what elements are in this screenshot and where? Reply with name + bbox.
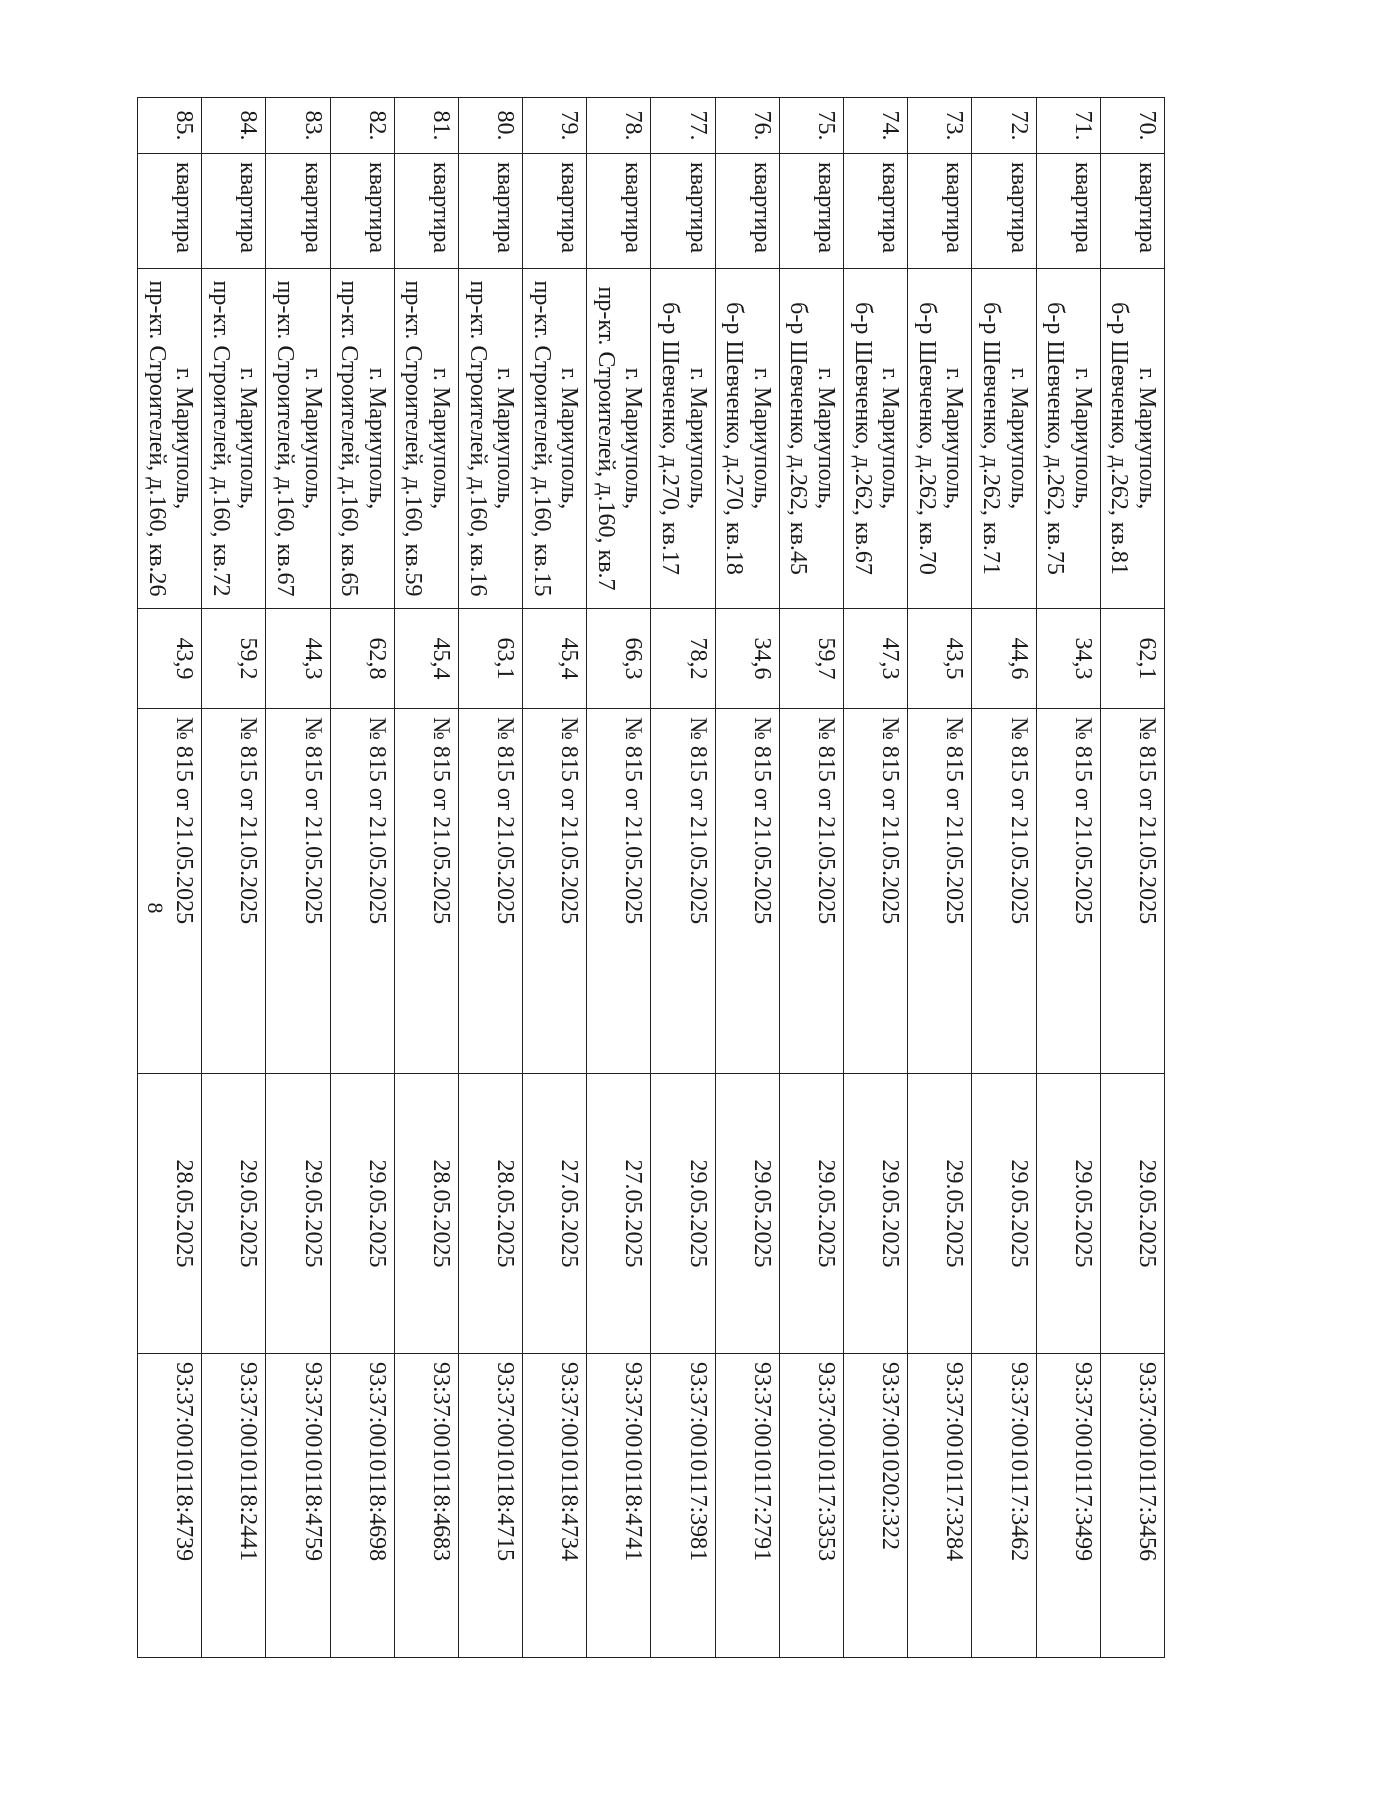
- address-cell: [1036, 269, 1100, 609]
- cadastral-number-cell: 93:37:0010118:2441: [202, 1354, 266, 1658]
- cadastral-number-cell: 93:37:0010117:3499: [1036, 1354, 1100, 1658]
- address-cell: [394, 269, 458, 609]
- area-cell: 62,8: [330, 609, 394, 709]
- date-cell: 27.05.2025: [523, 1074, 587, 1354]
- order-cell: № 815 от 21.05.2025: [202, 709, 266, 1074]
- date-cell: 29.05.2025: [266, 1074, 330, 1354]
- table-row: [138, 98, 202, 1658]
- area-cell: 43,5: [908, 609, 972, 709]
- address-street: пр-кт. Строителей, д.160, кв.65: [336, 280, 363, 597]
- address-cell: [908, 269, 972, 609]
- address-city: г. Мариуполь,: [1069, 367, 1096, 510]
- address-city: г. Мариуполь,: [877, 367, 904, 510]
- property-type-cell: квартира: [394, 154, 458, 269]
- address-street: б-р Шевченко, д.262, кв.67: [849, 302, 876, 575]
- order-cell: № 815 от 21.05.2025: [394, 709, 458, 1074]
- cadastral-number-cell: 93:37:0010118:4741: [587, 1354, 651, 1658]
- property-type-cell: квартира: [202, 154, 266, 269]
- cadastral-number-cell: 93:37:0010202:322: [844, 1354, 908, 1658]
- table-row: [908, 98, 972, 1658]
- row-number-cell: 78.: [587, 98, 651, 154]
- date-cell: 28.05.2025: [394, 1074, 458, 1354]
- address-cell: [715, 269, 779, 609]
- table-row: [715, 98, 779, 1658]
- address-city: г. Мариуполь,: [1005, 367, 1032, 510]
- address-cell: [138, 269, 202, 609]
- address-cell: [458, 269, 522, 609]
- address-cell: [587, 269, 651, 609]
- table-row: [394, 98, 458, 1658]
- area-cell: 62,1: [1100, 609, 1164, 709]
- date-cell: 29.05.2025: [779, 1074, 843, 1354]
- date-cell: 29.05.2025: [972, 1074, 1036, 1354]
- row-number-cell: 73.: [908, 98, 972, 154]
- date-cell: 28.05.2025: [138, 1074, 202, 1354]
- order-cell: № 815 от 21.05.2025: [715, 709, 779, 1074]
- order-cell: № 815 от 21.05.2025: [330, 709, 394, 1074]
- rotated-page-content: [143, 97, 1165, 1657]
- row-number-cell: 74.: [844, 98, 908, 154]
- date-cell: 29.05.2025: [1036, 1074, 1100, 1354]
- address-city: г. Мариуполь,: [235, 367, 262, 510]
- cadastral-number-cell: 93:37:0010117:3462: [972, 1354, 1036, 1658]
- cadastral-number-cell: 93:37:0010118:4734: [523, 1354, 587, 1658]
- cadastral-number-cell: 93:37:0010118:4683: [394, 1354, 458, 1658]
- address-street: пр-кт. Строителей, д.160, кв.26: [143, 280, 170, 597]
- address-cell: [651, 269, 715, 609]
- row-number-cell: 80.: [458, 98, 522, 154]
- page-number: 8: [143, 902, 168, 914]
- address-cell: [972, 269, 1036, 609]
- property-type-cell: квартира: [458, 154, 522, 269]
- area-cell: 43,9: [138, 609, 202, 709]
- table-row: [330, 98, 394, 1658]
- address-street: б-р Шевченко, д.270, кв.17: [657, 302, 684, 575]
- date-cell: 29.05.2025: [844, 1074, 908, 1354]
- address-street: пр-кт. Строителей, д.160, кв.72: [207, 280, 234, 597]
- address-city: г. Мариуполь,: [299, 367, 326, 510]
- area-cell: 44,3: [266, 609, 330, 709]
- property-table: [137, 97, 1165, 1658]
- address-street: б-р Шевченко, д.262, кв.75: [1042, 302, 1069, 575]
- address-city: г. Мариуполь,: [1134, 367, 1160, 510]
- address-city: г. Мариуполь,: [620, 367, 647, 510]
- cadastral-number-cell: 93:37:0010117:3353: [779, 1354, 843, 1658]
- address-cell: [779, 269, 843, 609]
- date-cell: 27.05.2025: [587, 1074, 651, 1354]
- cadastral-number-cell: 93:37:0010117:2791: [715, 1354, 779, 1658]
- address-city: г. Мариуполь,: [492, 367, 519, 510]
- address-street: пр-кт. Строителей, д.160, кв.67: [271, 280, 298, 597]
- cadastral-number-cell: 93:37:0010118:4698: [330, 1354, 394, 1658]
- row-number-cell: 76.: [715, 98, 779, 154]
- row-number-cell: 83.: [266, 98, 330, 154]
- order-cell: № 815 от 21.05.2025: [844, 709, 908, 1074]
- area-cell: 78,2: [651, 609, 715, 709]
- table-row: [1036, 98, 1100, 1658]
- date-cell: 29.05.2025: [715, 1074, 779, 1354]
- property-type-cell: квартира: [523, 154, 587, 269]
- date-cell: 28.05.2025: [458, 1074, 522, 1354]
- area-cell: 59,2: [202, 609, 266, 709]
- table-row: [266, 98, 330, 1658]
- order-cell: № 815 от 21.05.2025: [908, 709, 972, 1074]
- order-cell: № 815 от 21.05.2025: [587, 709, 651, 1074]
- address-cell: [330, 269, 394, 609]
- property-type-cell: квартира: [330, 154, 394, 269]
- row-number-cell: 84.: [202, 98, 266, 154]
- property-type-cell: квартира: [1036, 154, 1100, 269]
- property-type-cell: квартира: [715, 154, 779, 269]
- table-row: [1100, 98, 1164, 1658]
- address-city: г. Мариуполь,: [363, 367, 390, 510]
- property-type-cell: квартира: [651, 154, 715, 269]
- property-table-body: [138, 98, 1165, 1658]
- address-cell: [266, 269, 330, 609]
- table-row: [844, 98, 908, 1658]
- address-street: б-р Шевченко, д.262, кв.81: [1106, 302, 1133, 575]
- address-city: г. Мариуполь,: [813, 367, 840, 510]
- property-type-cell: квартира: [138, 154, 202, 269]
- order-cell: № 815 от 21.05.2025: [266, 709, 330, 1074]
- property-type-cell: квартира: [587, 154, 651, 269]
- table-row: [523, 98, 587, 1658]
- property-type-cell: квартира: [972, 154, 1036, 269]
- area-cell: 63,1: [458, 609, 522, 709]
- row-number-cell: 85.: [138, 98, 202, 154]
- row-number-cell: 75.: [779, 98, 843, 154]
- property-type-cell: квартира: [908, 154, 972, 269]
- order-cell: № 815 от 21.05.2025: [458, 709, 522, 1074]
- cadastral-number-cell: 93:37:0010117:3284: [908, 1354, 972, 1658]
- row-number-cell: 71.: [1036, 98, 1100, 154]
- address-city: г. Мариуполь,: [684, 367, 711, 510]
- cadastral-number-cell: 93:37:0010117:3456: [1100, 1354, 1164, 1658]
- address-street: пр-кт. Строителей, д.160, кв.15: [528, 280, 555, 597]
- property-type-cell: квартира: [266, 154, 330, 269]
- property-type-cell: квартира: [779, 154, 843, 269]
- row-number-cell: 77.: [651, 98, 715, 154]
- table-row: [202, 98, 266, 1658]
- address-city: г. Мариуполь,: [171, 367, 198, 510]
- address-city: г. Мариуполь,: [427, 367, 454, 510]
- row-number-cell: 79.: [523, 98, 587, 154]
- date-cell: 29.05.2025: [1100, 1074, 1164, 1354]
- area-cell: 45,4: [523, 609, 587, 709]
- table-row: [651, 98, 715, 1658]
- property-type-cell: квартира: [844, 154, 908, 269]
- address-city: г. Мариуполь,: [748, 367, 775, 510]
- address-cell: [1100, 269, 1164, 609]
- order-cell: № 815 от 21.05.2025: [779, 709, 843, 1074]
- address-city: г. Мариуполь,: [941, 367, 968, 510]
- order-cell: № 815 от 21.05.2025: [972, 709, 1036, 1074]
- area-cell: 44,6: [972, 609, 1036, 709]
- address-cell: [523, 269, 587, 609]
- address-cell: [844, 269, 908, 609]
- area-cell: 59,7: [779, 609, 843, 709]
- cadastral-number-cell: 93:37:0010118:4759: [266, 1354, 330, 1658]
- cadastral-number-cell: 93:37:0010118:4739: [138, 1354, 202, 1658]
- date-cell: 29.05.2025: [908, 1074, 972, 1354]
- cadastral-number-cell: 93:37:0010118:4715: [458, 1354, 522, 1658]
- date-cell: 29.05.2025: [330, 1074, 394, 1354]
- area-cell: 66,3: [587, 609, 651, 709]
- property-type-cell: квартира: [1100, 154, 1164, 269]
- row-number-cell: 70.: [1100, 98, 1164, 154]
- address-street: пр-кт. Строителей, д.160, кв.16: [464, 280, 491, 597]
- area-cell: 34,6: [715, 609, 779, 709]
- table-row: [458, 98, 522, 1658]
- address-street: пр-кт. Строителей, д.160, кв.7: [592, 286, 619, 591]
- address-street: б-р Шевченко, д.262, кв.45: [785, 302, 812, 575]
- order-cell: № 815 от 21.05.2025: [138, 709, 202, 1074]
- area-cell: 47,3: [844, 609, 908, 709]
- address-city: г. Мариуполь,: [556, 367, 583, 510]
- table-row: [972, 98, 1036, 1658]
- area-cell: 45,4: [394, 609, 458, 709]
- date-cell: 29.05.2025: [202, 1074, 266, 1354]
- order-cell: № 815 от 21.05.2025: [1036, 709, 1100, 1074]
- address-street: б-р Шевченко, д.262, кв.71: [978, 302, 1005, 575]
- row-number-cell: 72.: [972, 98, 1036, 154]
- order-cell: № 815 от 21.05.2025: [523, 709, 587, 1074]
- address-street: б-р Шевченко, д.270, кв.18: [721, 302, 748, 575]
- table-row: [779, 98, 843, 1658]
- cadastral-number-cell: 93:37:0010117:3981: [651, 1354, 715, 1658]
- address-cell: [202, 269, 266, 609]
- area-cell: 34,3: [1036, 609, 1100, 709]
- row-number-cell: 82.: [330, 98, 394, 154]
- address-street: пр-кт. Строителей, д.160, кв.59: [400, 280, 427, 597]
- order-cell: № 815 от 21.05.2025: [1100, 709, 1164, 1074]
- row-number-cell: 81.: [394, 98, 458, 154]
- date-cell: 29.05.2025: [651, 1074, 715, 1354]
- table-row: [587, 98, 651, 1658]
- address-street: б-р Шевченко, д.262, кв.70: [913, 302, 940, 575]
- order-cell: № 815 от 21.05.2025: [651, 709, 715, 1074]
